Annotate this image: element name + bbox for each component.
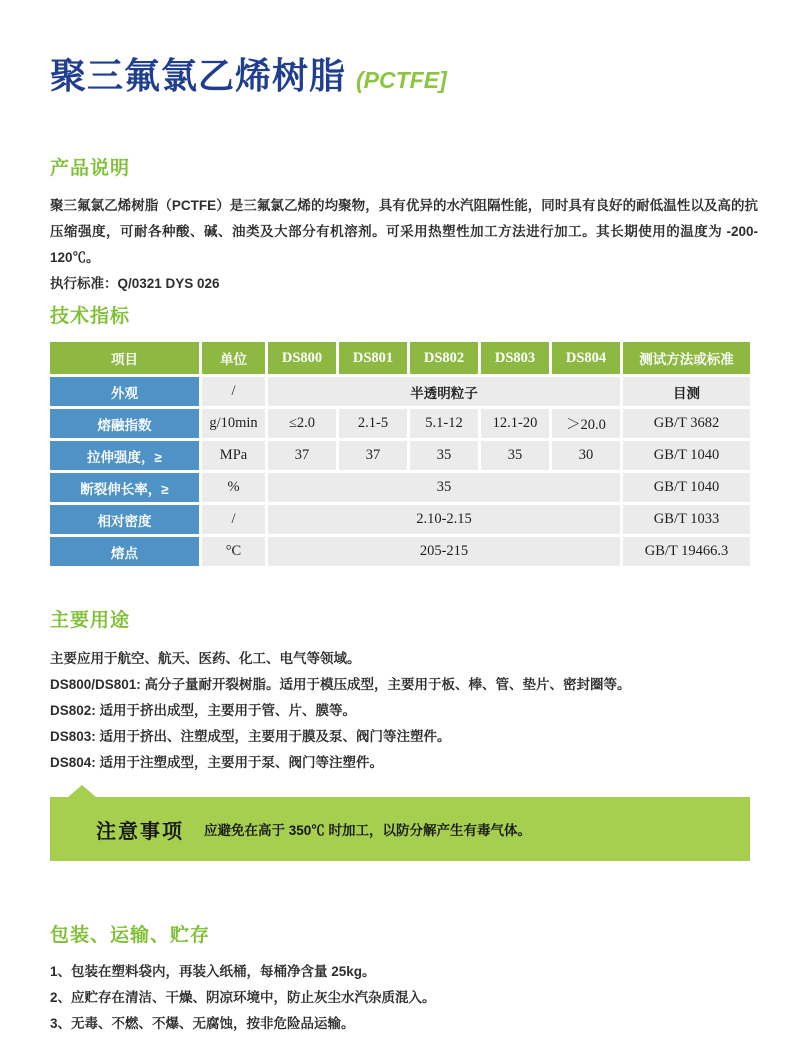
value-cell: 37	[268, 441, 336, 470]
value-cell: 2.1-5	[339, 409, 407, 438]
table-row	[50, 441, 750, 470]
table-row	[50, 505, 750, 534]
spec-table	[47, 339, 753, 569]
notice-banner-wrap	[50, 785, 750, 861]
table-row	[50, 409, 750, 438]
text-line: 主要应用于航空、航天、医药、化工、电气等领域。	[50, 651, 361, 666]
section-technical-specs	[50, 301, 760, 569]
execution-standard-text: 执行标准：Q/0321 DYS 026	[50, 276, 220, 291]
section-packaging-storage	[50, 920, 758, 1037]
table-header-row	[50, 342, 750, 374]
unit-cell: %	[202, 473, 265, 502]
value-cell: 37	[339, 441, 407, 470]
method-cell: GB/T 1033	[623, 505, 750, 534]
table-header-cell: 单位	[202, 342, 265, 374]
row-label-cell: 断裂伸长率，≥	[50, 473, 199, 502]
packaging-lines	[50, 959, 758, 1037]
section-heading-uses: 主要用途	[50, 610, 131, 631]
value-cell: 12.1-20	[481, 409, 549, 438]
table-header-cell: DS801	[339, 342, 407, 374]
section-product-description	[50, 153, 758, 297]
spec-table-body	[50, 377, 750, 566]
spec-table-head	[50, 342, 750, 374]
table-header-cell: 项目	[50, 342, 199, 374]
page-header	[50, 48, 447, 99]
value-cell: ＞20.0	[552, 409, 620, 438]
value-cell: 35	[410, 441, 478, 470]
section-heading-specs: 技术指标	[50, 306, 131, 327]
unit-cell: °C	[202, 537, 265, 566]
method-cell: GB/T 19466.3	[623, 537, 750, 566]
value-cell: ≤2.0	[268, 409, 336, 438]
value-cell: 35	[268, 473, 620, 502]
table-header-cell: DS803	[481, 342, 549, 374]
page-title: 聚三氟氯乙烯树脂	[50, 55, 347, 96]
row-label-cell: 外观	[50, 377, 199, 406]
text-line: DS800/DS801: 高分子量耐开裂树脂。适用于模压成型，主要用于板、棒、管、垫片、密封圈等。	[50, 677, 631, 692]
table-header-cell: DS804	[552, 342, 620, 374]
text-line: 2、应贮存在清洁、干燥、阴凉环境中，防止灰尘水汽杂质混入。	[50, 990, 436, 1005]
value-cell: 205-215	[268, 537, 620, 566]
text-line: DS803: 适用于挤出、注塑成型，主要用于膜及泵、阀门等注塑件。	[50, 729, 451, 744]
value-cell: 2.10-2.15	[268, 505, 620, 534]
row-label-cell: 拉伸强度，≥	[50, 441, 199, 470]
method-cell: GB/T 3682	[623, 409, 750, 438]
method-cell: GB/T 1040	[623, 441, 750, 470]
method-cell: GB/T 1040	[623, 473, 750, 502]
notice-pointer-triangle	[68, 785, 96, 797]
value-cell: 35	[481, 441, 549, 470]
unit-cell: MPa	[202, 441, 265, 470]
text-line: DS804: 适用于注塑成型，主要用于泵、阀门等注塑件。	[50, 755, 384, 770]
section-heading-packaging: 包装、运输、贮存	[50, 925, 211, 946]
table-header-cell: DS800	[268, 342, 336, 374]
page-title-suffix: (PCTFE]	[356, 67, 447, 93]
text-line: 3、无毒、不燃、不爆、无腐蚀，按非危险品运输。	[50, 1016, 355, 1031]
row-label-cell: 熔点	[50, 537, 199, 566]
uses-lines	[50, 646, 758, 776]
description-body-text: 聚三氟氯乙烯树脂（PCTFE）是三氟氯乙烯的均聚物，具有优异的水汽阻隔性能，同时具有良好的耐低温性以及高的抗压缩强度，可耐各种酸、碱、油类及大部分有机溶剂。可采用热塑性加工方法进行加工。其长期使用的温度为 -200-120℃。	[50, 198, 758, 265]
unit-cell: g/10min	[202, 409, 265, 438]
notice-text: 应避免在高于 350℃ 时加工，以防分解产生有毒气体。	[204, 823, 532, 838]
value-cell: 半透明粒子	[268, 377, 620, 406]
unit-cell: /	[202, 505, 265, 534]
row-label-cell: 相对密度	[50, 505, 199, 534]
table-row	[50, 473, 750, 502]
unit-cell: /	[202, 377, 265, 406]
value-cell: 30	[552, 441, 620, 470]
table-header-cell: 测试方法或标准	[623, 342, 750, 374]
table-row	[50, 537, 750, 566]
text-line: 1、包装在塑料袋内，再装入纸桶，每桶净含量 25kg。	[50, 964, 376, 979]
table-header-cell: DS802	[410, 342, 478, 374]
notice-label: 注意事项	[96, 820, 184, 843]
table-row	[50, 377, 750, 406]
section-heading-description: 产品说明	[50, 158, 131, 179]
section-main-uses	[50, 605, 758, 776]
text-line: DS802: 适用于挤出成型，主要用于管、片、膜等。	[50, 703, 357, 718]
method-cell: 目测	[623, 377, 750, 406]
row-label-cell: 熔融指数	[50, 409, 199, 438]
value-cell: 5.1-12	[410, 409, 478, 438]
notice-banner	[50, 797, 750, 861]
